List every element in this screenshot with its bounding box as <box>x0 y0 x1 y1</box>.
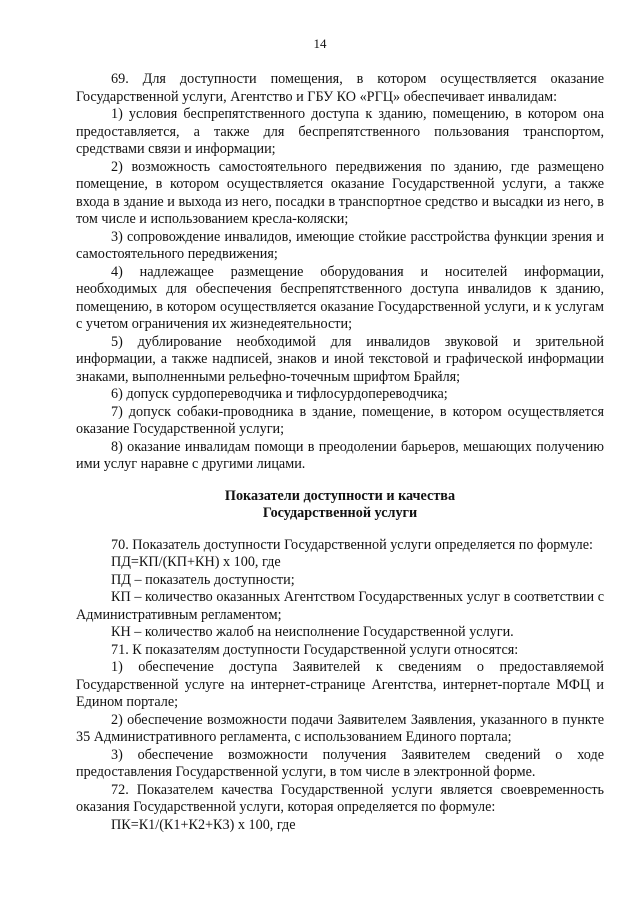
list-item-3: 3) сопровождение инвалидов, имеющие стойкие расстройства функции зрения и самостоятельного передвижения; <box>76 228 604 262</box>
list-item-7: 7) допуск собаки-проводника в здание, помещение, в котором осуществляется оказание Государственной услуги; <box>76 403 604 437</box>
document-body <box>76 71 604 834</box>
paragraph-72: 72. Показателем качества Государственной услуги является своевременность оказания Государственной услуги, которая определяется по формуле: <box>76 781 604 815</box>
paragraph-70: 70. Показатель доступности Государственной услуги определяется по формуле: <box>111 536 593 553</box>
page-number: 14 <box>313 36 327 51</box>
list-item-5: 5) дублирование необходимой для инвалидов звуковой и зрительной информации, а также надписей, знаков и иной текстовой и графической информации знаками, выполненными рельефно-точечным шрифтом Брайля; <box>76 333 604 385</box>
section-accessibility-provisions <box>76 71 604 474</box>
indicator-item-3: 3) обеспечение возможности получения Заявителем сведений о ходе предоставления Государственной услуги, в том числе в электронной форме. <box>76 746 604 780</box>
paragraph-69: 69. Для доступности помещения, в котором осуществляется оказание Государственной услуги, Агентство и ГБУ КО «РГЦ» обеспечивает инвалидам: <box>76 71 604 105</box>
definition-kp: КП – количество оказанных Агентством Государственных услуг в соответствии с Административным регламентом; <box>76 589 604 623</box>
list-item-1: 1) условия беспрепятственного доступа к зданию, помещению, в котором она предоставляется, а также для беспрепятственного пользования транспортом, средствами связи и информации; <box>76 106 604 157</box>
list-item-8: 8) оказание инвалидам помощи в преодолении барьеров, мешающих получению ими услуг наравне с другими лицами. <box>76 438 604 472</box>
list-item-6: 6) допуск сурдопереводчика и тифлосурдопереводчика; <box>111 386 448 402</box>
definition-kn: КН – количество жалоб на неисполнение Государственной услуги. <box>111 624 514 640</box>
list-item-4: 4) надлежащее размещение оборудования и носителей информации, необходимых для обеспечения беспрепятственного доступа инвалидов к зданию, помещению, в котором осуществляется оказание Государственной услуги, и к услугам с учетом ограничения их жизнедеятельности; <box>76 263 604 332</box>
formula-pd: ПД=КП/(КП+КН) х 100, где <box>111 554 281 570</box>
heading-line-1: Показатели доступности и качества <box>224 487 456 504</box>
formula-pk: ПК=К1/(К1+К2+К3) х 100, где <box>111 816 296 833</box>
indicator-item-2: 2) обеспечение возможности подачи Заявителем Заявления, указанного в пункте 35 Административного регламента, с использованием Единого портала; <box>76 711 604 745</box>
section-heading <box>76 488 604 523</box>
section-indicators <box>76 537 604 835</box>
indicator-item-1: 1) обеспечение доступа Заявителей к сведениям о предоставляемой Государственной услуге на интернет-странице Агентства, интернет-портале МФЦ и Едином портале; <box>76 659 604 710</box>
paragraph-71: 71. К показателям доступности Государственной услуги относятся: <box>111 641 519 658</box>
definition-pd: ПД – показатель доступности; <box>111 571 295 588</box>
heading-line-2: Государственной услуги <box>262 505 418 521</box>
list-item-2: 2) возможность самостоятельного передвижения по зданию, где размещено помещение, в котором осуществляется оказание Государственной услуги, а также входа в здание и выхода из него, посадки в транспортное средство и высадки из него, в том числе и использованием кресла-коляски; <box>76 158 604 227</box>
